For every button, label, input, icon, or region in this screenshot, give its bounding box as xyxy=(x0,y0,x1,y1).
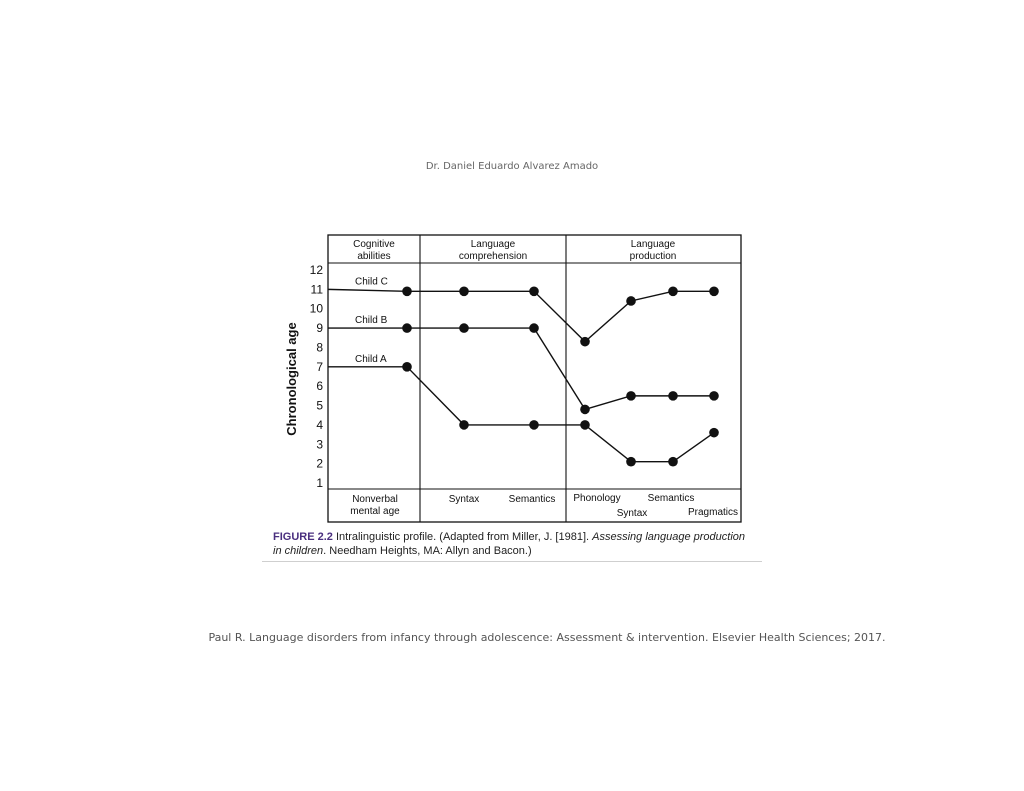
reference-citation: Paul R. Language disorders from infancy through adolescence: Assessment & intervention. Elsevier Health Sciences; 2017. xyxy=(208,631,886,644)
data-point-child-c xyxy=(459,287,469,297)
category-label: Pragmatics xyxy=(687,507,739,518)
data-point-child-b xyxy=(529,323,539,333)
series-label-child-c: Child C xyxy=(355,276,388,288)
data-point-child-c xyxy=(709,287,719,297)
y-tick-label: 7 xyxy=(316,359,323,374)
data-point-child-a xyxy=(626,457,636,467)
y-tick-label: 1 xyxy=(316,476,323,490)
y-tick-label: 6 xyxy=(316,379,323,394)
y-axis-label: Chronological age xyxy=(284,322,299,436)
figure-caption-italic-1: Assessing language production xyxy=(592,531,746,543)
data-point-child-b xyxy=(709,391,719,401)
series-label-child-b: Child B xyxy=(355,315,388,327)
data-point-child-c xyxy=(626,296,636,306)
category-label: Syntax xyxy=(616,508,648,519)
data-point-child-b xyxy=(402,323,412,333)
y-tick-label: 3 xyxy=(316,437,323,452)
category-label: mental age xyxy=(350,506,400,517)
column-header-label: production xyxy=(629,251,677,262)
data-point-child-a xyxy=(668,457,678,467)
data-point-child-b xyxy=(459,323,469,333)
data-point-child-c xyxy=(529,287,539,297)
chart-frame xyxy=(328,235,741,522)
y-tick-label: 10 xyxy=(309,301,323,316)
figure-caption-italic-2: in children xyxy=(273,545,324,557)
data-point-child-b xyxy=(668,391,678,401)
column-header-label: Language xyxy=(630,239,676,250)
data-point-child-a xyxy=(580,420,590,430)
data-point-child-a xyxy=(709,428,719,438)
series-label-child-a: Child A xyxy=(355,353,387,365)
y-tick-label: 8 xyxy=(316,340,323,355)
series-line-child-c xyxy=(407,291,714,341)
column-header-label: Language xyxy=(470,239,516,250)
series-line-child-b xyxy=(407,328,714,409)
category-label: Nonverbal xyxy=(352,494,398,505)
series-baseline-child-c xyxy=(328,289,407,291)
data-point-child-b xyxy=(580,405,590,415)
data-point-child-c xyxy=(668,287,678,297)
caption-rule xyxy=(262,561,762,562)
series-line-child-a xyxy=(407,367,714,462)
y-tick-label: 5 xyxy=(316,398,323,413)
header-author: Dr. Daniel Eduardo Alvarez Amado xyxy=(425,161,599,172)
figure-label: FIGURE 2.2 xyxy=(273,531,333,543)
figure-caption-text-2: . Needham Heights, MA: Allyn and Bacon.) xyxy=(323,545,532,557)
category-label: Semantics xyxy=(647,493,695,504)
data-point-child-a xyxy=(529,420,539,430)
data-point-child-a xyxy=(459,420,469,430)
column-header-label: Cognitive xyxy=(353,239,395,250)
category-label: Syntax xyxy=(448,494,480,505)
y-tick-label: 11 xyxy=(310,282,323,297)
data-point-child-c xyxy=(580,337,590,347)
column-header-label: abilities xyxy=(357,251,391,262)
y-tick-label: 2 xyxy=(316,456,323,471)
y-tick-label: 4 xyxy=(316,417,323,432)
y-tick-label: 12 xyxy=(309,263,323,277)
data-point-child-c xyxy=(402,287,412,297)
category-label: Semantics xyxy=(508,494,556,505)
data-point-child-a xyxy=(402,362,412,372)
column-header-label: comprehension xyxy=(458,251,528,262)
category-label: Phonology xyxy=(573,493,621,504)
data-point-child-b xyxy=(626,391,636,401)
y-tick-label: 9 xyxy=(316,321,323,336)
figure-caption xyxy=(273,530,773,558)
figure-caption-text-1: Intralinguistic profile. (Adapted from Miller, J. [1981]. xyxy=(332,531,593,543)
